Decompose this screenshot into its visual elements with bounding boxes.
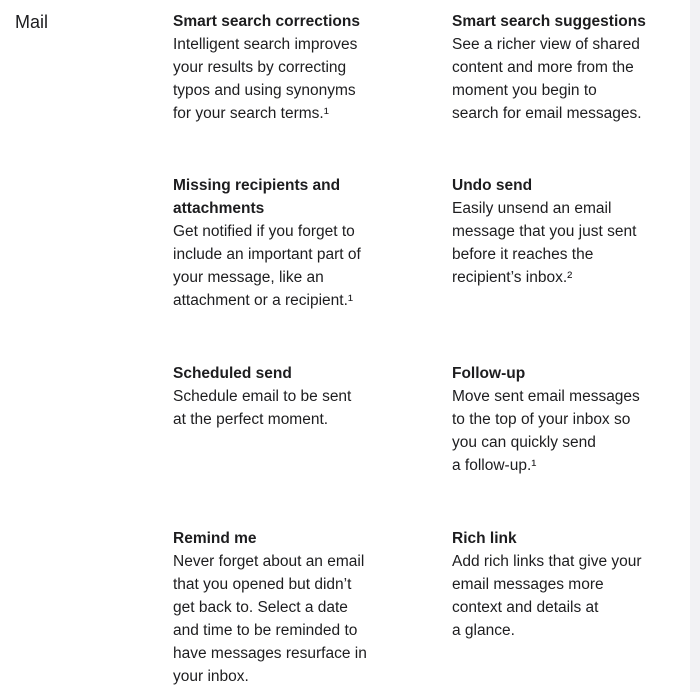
description-line: recipient’s inbox.² — [452, 269, 573, 286]
title-line: attachments — [173, 200, 265, 217]
description-line: and time to be reminded to — [173, 622, 358, 639]
description-line: before it reaches the — [452, 246, 594, 263]
description-line: content and more from the — [452, 59, 634, 76]
feature-missing-recipients-attachments — [173, 174, 388, 312]
feature-description — [452, 385, 657, 477]
description-line: See a richer view of shared — [452, 36, 640, 53]
page-edge-strip — [690, 0, 700, 692]
feature-smart-search-corrections — [173, 10, 388, 125]
description-line: that you opened but didn’t — [173, 576, 352, 593]
feature-title: Rich link — [452, 530, 517, 547]
feature-description — [173, 385, 388, 431]
feature-description — [452, 33, 657, 125]
description-line: moment you begin to — [452, 82, 597, 99]
feature-title: Smart search corrections — [173, 13, 360, 30]
description-line: search for email messages. — [452, 105, 642, 122]
description-line: Get notified if you forget to — [173, 223, 355, 240]
description-line: Easily unsend an email — [452, 200, 612, 217]
description-line: typos and using synonyms — [173, 82, 356, 99]
description-line: a follow-up.¹ — [452, 457, 537, 474]
feature-description — [452, 197, 657, 289]
description-line: Move sent email messages — [452, 388, 640, 405]
description-line: context and details at — [452, 599, 599, 616]
feature-smart-search-suggestions — [452, 10, 657, 125]
description-line: Add rich links that give your — [452, 553, 642, 570]
section-title: Mail — [15, 12, 49, 32]
feature-title: Follow-up — [452, 365, 526, 382]
description-line: Intelligent search improves — [173, 36, 358, 53]
feature-description — [173, 33, 388, 125]
description-line: Schedule email to be sent — [173, 388, 352, 405]
feature-title: Scheduled send — [173, 365, 292, 382]
description-line: at the perfect moment. — [173, 411, 329, 428]
description-line: message that you just sent — [452, 223, 637, 240]
description-line: your message, like an — [173, 269, 324, 286]
feature-description — [452, 550, 657, 642]
feature-title — [173, 174, 388, 220]
feature-rich-link — [452, 527, 657, 642]
feature-title: Smart search suggestions — [452, 13, 646, 30]
feature-undo-send — [452, 174, 657, 289]
feature-follow-up — [452, 362, 657, 477]
feature-title: Undo send — [452, 177, 533, 194]
description-line: get back to. Select a date — [173, 599, 348, 616]
feature-description — [173, 550, 388, 688]
description-line: a glance. — [452, 622, 515, 639]
description-line: for your search terms.¹ — [173, 105, 329, 122]
description-line: to the top of your inbox so — [452, 411, 631, 428]
description-line: attachment or a recipient.¹ — [173, 292, 354, 309]
feature-scheduled-send — [173, 362, 388, 431]
description-line: your inbox. — [173, 668, 249, 685]
description-line: you can quickly send — [452, 434, 596, 451]
feature-title: Remind me — [173, 530, 257, 547]
description-line: your results by correcting — [173, 59, 347, 76]
feature-description — [173, 220, 388, 312]
feature-remind-me — [173, 527, 388, 688]
description-line: include an important part of — [173, 246, 361, 263]
description-line: have messages resurface in — [173, 645, 367, 662]
title-line: Missing recipients and — [173, 177, 341, 194]
description-line: email messages more — [452, 576, 604, 593]
description-line: Never forget about an email — [173, 553, 365, 570]
